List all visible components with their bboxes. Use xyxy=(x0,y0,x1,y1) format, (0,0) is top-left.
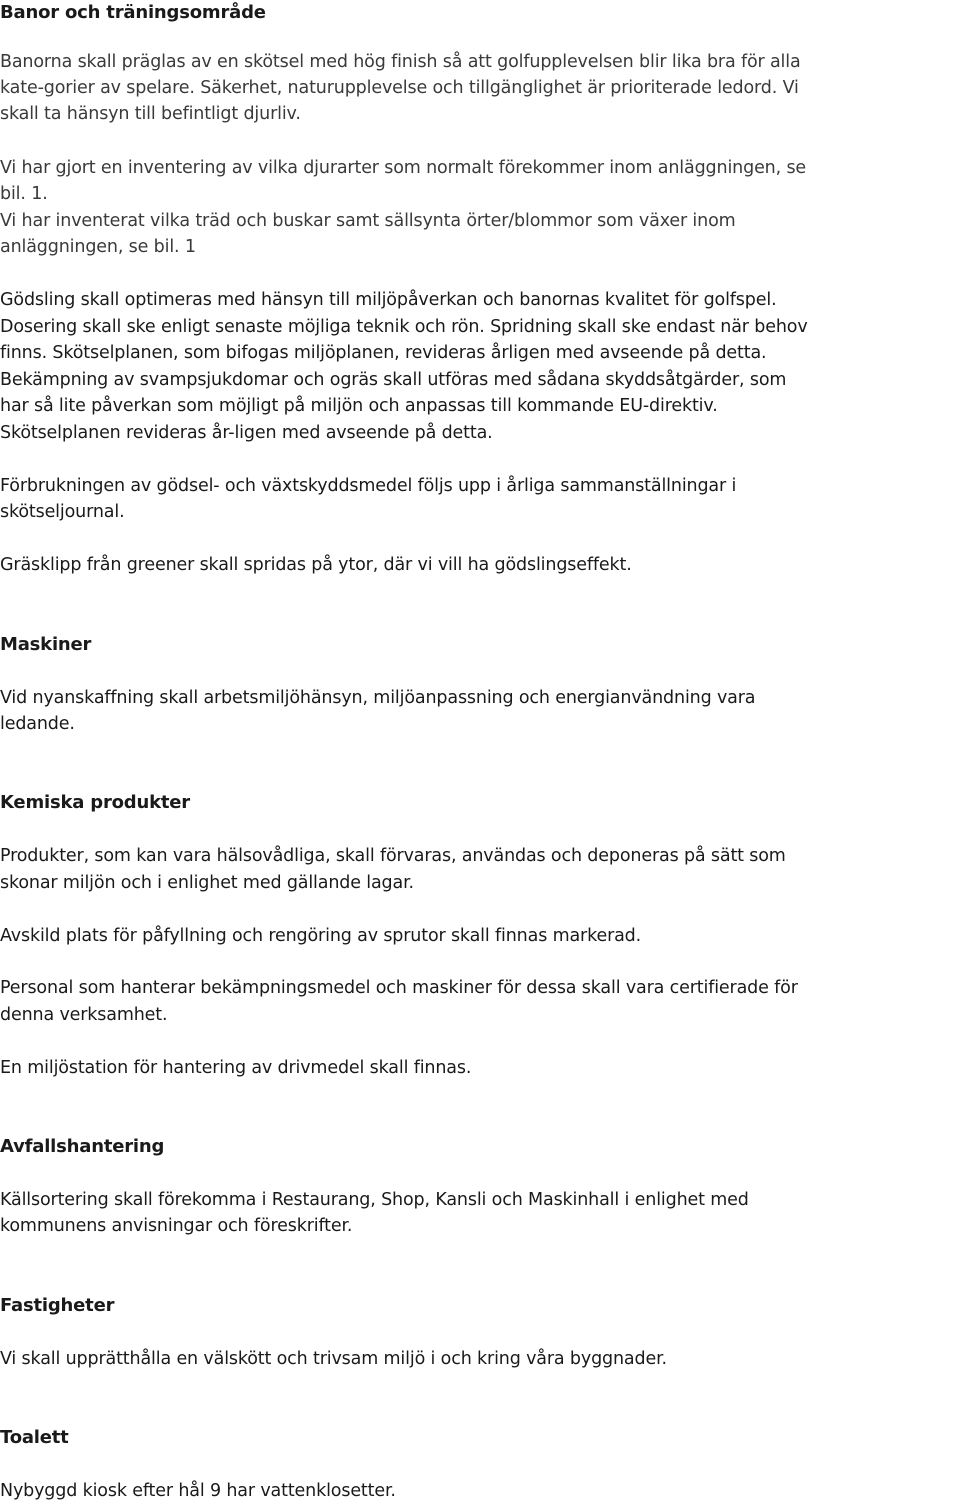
section-heading: Banor och träningsområde xyxy=(0,2,266,23)
text-line: Vi har inventerat vilka träd och buskar samt sällsynta örter/blommor som växer inom xyxy=(0,211,736,231)
text-line: kommunens anvisningar och föreskrifter. xyxy=(0,1216,353,1236)
text-line: Avskild plats för påfyllning och rengöring av sprutor skall finnas markerad. xyxy=(0,926,642,946)
text-line: skall ta hänsyn till befintligt djurliv. xyxy=(0,104,301,124)
text-line: Nybyggd kiosk efter hål 9 har vattenklosetter. xyxy=(0,1481,396,1501)
text-line: anläggningen, se bil. 1 xyxy=(0,237,196,257)
text-line: finns. Skötselplanen, som bifogas miljöplanen, revideras årligen med avseende på detta. xyxy=(0,343,767,363)
text-line: skötseljournal. xyxy=(0,502,125,522)
text-line: Vi skall upprätthålla en välskött och trivsam miljö i och kring våra byggnader. xyxy=(0,1349,667,1369)
text-line: Källsortering skall förekomma i Restaurang, Shop, Kansli och Maskinhall i enlighet med xyxy=(0,1190,749,1210)
text-line: Gödsling skall optimeras med hänsyn till miljöpåverkan och banornas kvalitet för golfspel. xyxy=(0,290,777,310)
text-line: Banorna skall präglas av en skötsel med hög finish så att golfupplevelsen blir lika bra för alla xyxy=(0,52,801,72)
text-line: denna verksamhet. xyxy=(0,1005,168,1025)
text-line: kate-gorier av spelare. Säkerhet, naturupplevelse och tillgänglighet är prioriterade ledord. Vi xyxy=(0,78,799,98)
text-line: Vi har gjort en inventering av vilka djurarter som normalt förekommer inom anläggningen, se xyxy=(0,158,807,178)
text-line: bil. 1. xyxy=(0,184,48,204)
section-heading: Fastigheter xyxy=(0,1295,115,1316)
text-line: Vid nyanskaffning skall arbetsmiljöhänsyn, miljöanpassning och energianvändning vara xyxy=(0,688,756,708)
text-line: Dosering skall ske enligt senaste möjliga teknik och rön. Spridning skall ske endast när behov xyxy=(0,317,808,337)
text-line: skonar miljön och i enlighet med gällande lagar. xyxy=(0,873,414,893)
text-line: Skötselplanen revideras år-ligen med avseende på detta. xyxy=(0,423,493,443)
text-line: ledande. xyxy=(0,714,75,734)
text-line: Produkter, som kan vara hälsovådliga, skall förvaras, användas och deponeras på sätt som xyxy=(0,846,786,866)
section-heading: Toalett xyxy=(0,1427,69,1448)
text-line: Gräsklipp från greener skall spridas på ytor, där vi vill ha gödslingseffekt. xyxy=(0,555,632,575)
text-line: Personal som hanterar bekämpningsmedel och maskiner för dessa skall vara certifierade för xyxy=(0,978,798,998)
text-line: Bekämpning av svampsjukdomar och ogräs skall utföras med sådana skyddsåtgärder, som xyxy=(0,370,787,390)
text-line: har så lite påverkan som möjligt på miljön och anpassas till kommande EU-direktiv. xyxy=(0,396,718,416)
text-line: En miljöstation för hantering av drivmedel skall finnas. xyxy=(0,1058,472,1078)
section-heading: Avfallshantering xyxy=(0,1136,165,1157)
section-heading: Maskiner xyxy=(0,634,92,655)
section-heading: Kemiska produkter xyxy=(0,792,190,813)
text-line: Förbrukningen av gödsel- och växtskyddsmedel följs upp i årliga sammanställningar i xyxy=(0,476,737,496)
